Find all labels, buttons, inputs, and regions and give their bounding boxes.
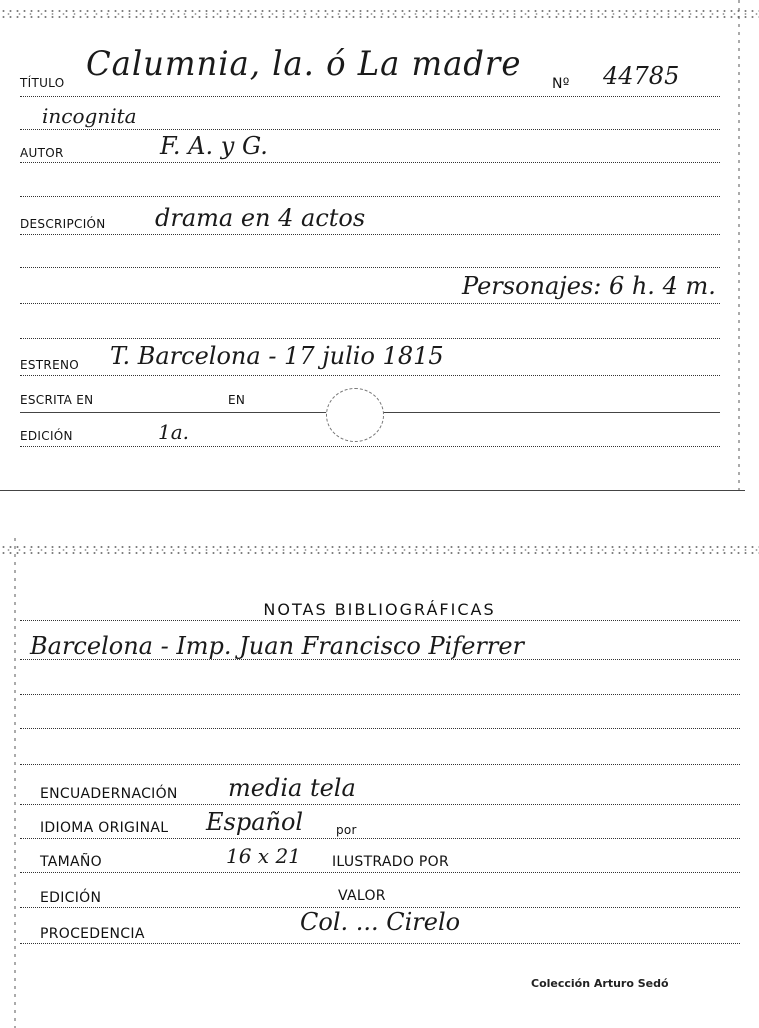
card-top-edge	[0, 544, 759, 554]
rule-estreno	[20, 375, 720, 376]
procedencia-label: PROCEDENCIA	[40, 926, 145, 942]
rule-idioma	[20, 838, 740, 839]
rule-descripcion	[20, 234, 720, 235]
collection-footer: Colección Arturo Sedó	[531, 977, 669, 990]
rule-heading	[20, 620, 740, 621]
autor-label: AUTOR	[20, 146, 64, 160]
rule-notas-2	[20, 694, 740, 695]
escrita-en-label: ESCRITA EN	[20, 393, 94, 407]
estreno-label: ESTRENO	[20, 358, 79, 372]
por-label: por	[336, 823, 357, 837]
encuadernacion-label: ENCUADERNACIÓN	[40, 786, 178, 802]
encuadernacion-value: media tela	[228, 774, 356, 802]
catalog-card-bottom	[0, 538, 759, 1028]
estreno-value: T. Barcelona - 17 julio 1815	[110, 342, 444, 370]
rule-titulo	[20, 96, 720, 97]
rule-titulo-2	[20, 129, 720, 130]
rule-blank-2	[20, 267, 720, 268]
rule-edicion	[20, 446, 720, 447]
rule-autor	[20, 162, 720, 163]
titulo-label: TÍTULO	[20, 76, 65, 90]
idioma-label: IDIOMA ORIGINAL	[40, 820, 169, 836]
rule-tamano	[20, 872, 740, 873]
descripcion-value: drama en 4 actos	[155, 204, 366, 232]
edicion-value: 1a.	[158, 420, 190, 444]
titulo-value: Calumnia, la. ó La madre	[86, 44, 522, 84]
tamano-value: 16 x 21	[226, 844, 301, 868]
numero-value: 44785	[603, 62, 680, 90]
edicion2-label: EDICIÓN	[40, 890, 102, 906]
card-top-edge	[0, 8, 759, 18]
card-bottom-edge	[0, 490, 745, 491]
rule-blank-1	[20, 196, 720, 197]
rule-procedencia	[20, 943, 740, 944]
edicion-label: EDICIÓN	[20, 429, 73, 443]
valor-label: VALOR	[338, 888, 386, 904]
notas-value: Barcelona - Imp. Juan Francisco Piferrer	[30, 632, 525, 660]
ink-blot	[326, 388, 384, 442]
rule-notas-1	[20, 659, 740, 660]
ilustrado-label: ILUSTRADO POR	[332, 854, 449, 870]
tamano-label: TAMAÑO	[40, 854, 102, 870]
autor-value: F. A. y G.	[160, 132, 268, 160]
rule-notas-3	[20, 728, 740, 729]
rule-blank-3	[20, 338, 720, 339]
idioma-value: Español	[206, 808, 304, 836]
catalog-card-top	[0, 0, 759, 495]
rule-personajes	[20, 303, 720, 304]
personajes-value: Personajes: 6 h. 4 m.	[462, 272, 716, 300]
procedencia-value: Col. ... Cirelo	[300, 908, 461, 936]
rule-encuadernacion	[20, 804, 740, 805]
numero-label: Nº	[552, 76, 570, 92]
rule-notas-4	[20, 764, 740, 765]
notas-heading: NOTAS BIBLIOGRÁFICAS	[263, 600, 496, 619]
card-right-edge	[738, 0, 740, 495]
titulo-continuation: incognita	[42, 104, 137, 128]
descripcion-label: DESCRIPCIÓN	[20, 217, 106, 231]
en-label: EN	[228, 393, 246, 407]
